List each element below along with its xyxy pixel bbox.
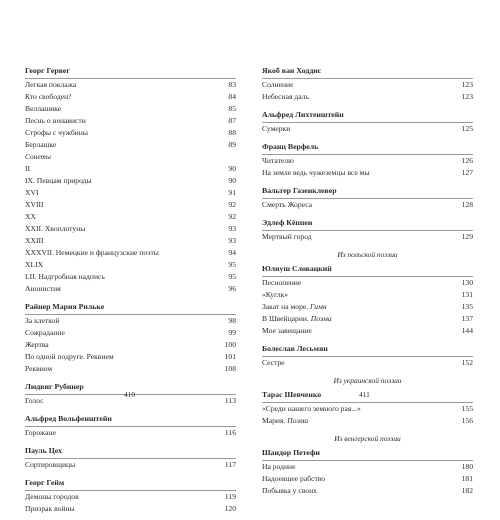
- author-name: Якоб ван Ходдис: [262, 66, 322, 75]
- author-name: Болеслав Лесьмян: [262, 344, 328, 353]
- toc-entry[interactable]: [25, 491, 236, 503]
- entry-title-text: Анонистия: [25, 284, 61, 293]
- entry-genre: Поэма: [287, 416, 309, 425]
- entry-title-text: Горожане: [25, 428, 56, 437]
- entry-title: [262, 79, 293, 91]
- toc-entry[interactable]: [262, 167, 473, 179]
- entry-title: [25, 339, 49, 351]
- entry-title-text: По одной подруге. Реквием: [25, 352, 114, 361]
- entry-title-text: Сортировщицы: [25, 460, 76, 469]
- toc-entry[interactable]: [262, 301, 473, 313]
- entry-title-text: На родине: [262, 462, 296, 471]
- entry-title-text: Смерть Жореса: [262, 200, 313, 209]
- toc-entry[interactable]: [25, 351, 236, 363]
- entry-title-text: «Куглк»: [262, 290, 289, 299]
- entry-title: [262, 277, 301, 289]
- toc-entry[interactable]: [25, 91, 236, 103]
- author-block: [25, 300, 236, 375]
- author-name: Франц Верфель: [262, 142, 319, 151]
- entry-page-number: 93: [228, 224, 236, 233]
- entry-title: [25, 327, 65, 339]
- entry-title-text: Песнопение: [262, 278, 302, 287]
- entry-page-number: 99: [228, 328, 236, 337]
- entry-page-number: 127: [461, 168, 473, 177]
- toc-entry[interactable]: [262, 123, 473, 135]
- author-block: [25, 64, 236, 295]
- entry-title: [262, 485, 317, 497]
- entry-title-text: Веллашике: [25, 104, 62, 113]
- author-name: Эдлеф Кёппен: [262, 218, 313, 227]
- entry-title-text: Мертвый город: [262, 232, 312, 241]
- entry-title-text: Песнь о ненависти: [25, 116, 86, 125]
- toc-entry[interactable]: [25, 339, 236, 351]
- entry-page-number: 88: [228, 128, 236, 137]
- toc-entry[interactable]: [262, 415, 473, 427]
- entry-page-number: 125: [461, 124, 473, 133]
- entry-page-number: 152: [461, 358, 473, 367]
- entry-title: [262, 199, 312, 211]
- toc-entry[interactable]: [262, 79, 473, 91]
- toc-entry[interactable]: [25, 79, 236, 91]
- toc-entry[interactable]: [262, 461, 473, 473]
- entry-title-text: Небесная даль: [262, 92, 309, 101]
- entry-page-number: 98: [228, 316, 236, 325]
- entry-title-text: Строфы с чужбины: [25, 128, 88, 137]
- toc-entry[interactable]: [25, 163, 236, 175]
- entry-page-number: 83: [228, 80, 236, 89]
- entry-title: [262, 473, 325, 485]
- toc-entry[interactable]: [25, 459, 236, 471]
- entry-title-text: В Швейцарии.: [262, 314, 311, 323]
- entry-title-text: Голос: [25, 396, 44, 405]
- toc-entry[interactable]: [25, 363, 236, 375]
- entry-page-number: 93: [228, 236, 236, 245]
- author-name: Тарас Шевченко: [262, 390, 322, 399]
- author-name: Альфред Вольфенштейн: [25, 414, 112, 423]
- toc-entry[interactable]: [25, 315, 236, 327]
- right-page-contents: [262, 64, 473, 502]
- entry-title-text: Демоны городов: [25, 492, 79, 501]
- toc-entry[interactable]: [25, 223, 236, 235]
- entry-title: [262, 231, 312, 243]
- entry-title-text: XXXVII. Немецкие и французские поэты: [25, 248, 159, 257]
- entry-title-text: LII. Надгробная надпись: [25, 272, 105, 281]
- entry-title-text: XXIII: [25, 236, 44, 245]
- entry-title: [25, 139, 56, 151]
- entry-page-number: 144: [461, 326, 473, 335]
- toc-entry[interactable]: [262, 231, 473, 243]
- author-name: Шандор Петефи: [262, 448, 320, 457]
- entry-title: [262, 123, 290, 135]
- entry-page-number: 129: [461, 232, 473, 241]
- toc-entry[interactable]: [25, 259, 236, 271]
- entry-page-number: 84: [228, 92, 236, 101]
- entry-title: [25, 395, 44, 407]
- entry-page-number: 101: [224, 352, 236, 361]
- entry-title-text: IX. Певцам природы: [25, 176, 92, 185]
- entry-page-number: 120: [224, 504, 236, 513]
- toc-entry[interactable]: [25, 271, 236, 283]
- author-block: [25, 476, 236, 515]
- entry-title-text: XVIII: [25, 200, 44, 209]
- entry-title-text: Жертва: [25, 340, 49, 349]
- author-name: Георг Гервег: [25, 66, 70, 75]
- entry-title-text: За клеткой: [25, 316, 60, 325]
- entry-page-number: 126: [461, 156, 473, 165]
- toc-entry[interactable]: [262, 473, 473, 485]
- entry-title: [25, 351, 114, 363]
- entry-title: [25, 459, 75, 471]
- author-block: [262, 262, 473, 337]
- entry-title: [25, 247, 159, 259]
- author-block: [25, 412, 236, 439]
- entry-page-number: 92: [228, 200, 236, 209]
- toc-entry[interactable]: [262, 403, 473, 415]
- entry-genre: Гимн: [310, 302, 327, 311]
- toc-entry[interactable]: [262, 325, 473, 337]
- entry-title-text: XLIX: [25, 260, 44, 269]
- entry-title: [25, 235, 44, 247]
- author-block: [262, 216, 473, 243]
- entry-title: [262, 301, 327, 313]
- left-page-contents: [25, 64, 236, 520]
- entry-page-number: 123: [461, 92, 473, 101]
- entry-page-number: 156: [461, 416, 473, 425]
- entry-page-number: 137: [461, 314, 473, 323]
- toc-entry[interactable]: [25, 187, 236, 199]
- entry-title-text: Закат на море.: [262, 302, 311, 311]
- author-block: [262, 64, 473, 103]
- author-name: Альфред Лихтенштейн: [262, 110, 344, 119]
- author-name: Вальтер Газенклевер: [262, 186, 337, 195]
- toc-entry[interactable]: [25, 235, 236, 247]
- entry-title-text: XXII. Хвоплотуны: [25, 224, 86, 233]
- entry-title-text: Кто свободен?: [25, 92, 72, 101]
- entry-title: [25, 79, 76, 91]
- entry-page-number: 130: [461, 278, 473, 287]
- entry-title-text: Читателю: [262, 156, 294, 165]
- entry-title: [25, 211, 36, 223]
- toc-entry[interactable]: [25, 283, 236, 295]
- entry-title-text: II: [25, 164, 31, 173]
- entry-title-text: Мое завещание: [262, 326, 312, 335]
- entry-page-number: 180: [461, 462, 473, 471]
- toc-entry[interactable]: [262, 289, 473, 301]
- entry-page-number: 92: [228, 212, 236, 221]
- entry-title: [262, 289, 288, 301]
- entry-genre: Поэма: [310, 314, 332, 323]
- author-block: [262, 108, 473, 135]
- entry-title: [25, 271, 105, 283]
- entry-page-number: 117: [224, 460, 236, 469]
- toc-entry[interactable]: [25, 103, 236, 115]
- entry-title: [262, 415, 308, 427]
- toc-entry[interactable]: [25, 175, 236, 187]
- entry-title: [25, 503, 75, 515]
- entry-page-number: 87: [228, 116, 236, 125]
- entry-page-number: 90: [228, 176, 236, 185]
- entry-title: [262, 91, 309, 103]
- entry-title-text: XX: [25, 212, 36, 221]
- entry-title: [262, 325, 312, 337]
- toc-entry[interactable]: [25, 139, 236, 151]
- entry-title: [262, 167, 370, 179]
- entry-title: [262, 461, 296, 473]
- entry-page-number: 182: [461, 486, 473, 495]
- entry-title-text: Сестре: [262, 358, 285, 367]
- entry-title: [262, 313, 332, 325]
- author-block: [262, 446, 473, 497]
- toc-entry[interactable]: [262, 277, 473, 289]
- entry-page-number: 95: [228, 272, 236, 281]
- entry-title-text: Легкая поклажа: [25, 80, 77, 89]
- toc-entry[interactable]: [25, 199, 236, 211]
- page-number-left: 410: [124, 390, 136, 399]
- entry-title-text: «Среди нашего земного рая...»: [262, 404, 361, 413]
- entry-page-number: 91: [228, 188, 236, 197]
- author-block: [262, 140, 473, 179]
- entry-title: [262, 357, 285, 369]
- entry-title-text: Мария.: [262, 416, 288, 425]
- toc-entry[interactable]: [262, 313, 473, 325]
- author-block: [25, 444, 236, 471]
- entry-title-text: Сожрадание: [25, 328, 65, 337]
- entry-page-number: 95: [228, 260, 236, 269]
- entry-page-number: 108: [224, 364, 236, 373]
- entry-title: [25, 127, 88, 139]
- entry-title: [25, 491, 79, 503]
- entry-title: [25, 103, 61, 115]
- entry-title-text: Надоевшее рабство: [262, 474, 326, 483]
- entry-page-number: 181: [461, 474, 473, 483]
- entry-title-text: На земле ведь чужеземцы все мы: [262, 168, 370, 177]
- toc-entry[interactable]: [25, 247, 236, 259]
- entry-page-number: 85: [228, 104, 236, 113]
- entry-page-number: 131: [461, 290, 473, 299]
- author-block: [262, 184, 473, 211]
- entry-page-number: 119: [224, 492, 236, 501]
- toc-entry[interactable]: [262, 199, 473, 211]
- toc-entry[interactable]: [25, 327, 236, 339]
- entry-title: [262, 403, 361, 415]
- entry-page-number: 90: [228, 164, 236, 173]
- entry-title-text: Призрак войны: [25, 504, 75, 513]
- entry-page-number: 89: [228, 140, 236, 149]
- entry-title: [25, 315, 59, 327]
- section-heading: Из украинской поэзии: [333, 376, 402, 385]
- author-name: Людвиг Рубинер: [25, 382, 84, 391]
- entry-page-number: 113: [224, 396, 236, 405]
- entry-page-number: 123: [461, 80, 473, 89]
- entry-title-text: Солнение: [262, 80, 294, 89]
- toc-entry[interactable]: [262, 155, 473, 167]
- section-heading: Из польской поэзии: [337, 250, 398, 259]
- entry-title-text: XVI: [25, 188, 39, 197]
- entry-page-number: 96: [228, 284, 236, 293]
- toc-entry[interactable]: [25, 503, 236, 515]
- author-name: Райнер Мария Рильке: [25, 302, 105, 311]
- entry-title: [25, 427, 56, 439]
- author-name: Юлиуш Словацкий: [262, 264, 332, 273]
- entry-title: [25, 91, 72, 103]
- page-number-right: 411: [359, 390, 370, 399]
- entry-title-text: Сумерки: [262, 124, 291, 133]
- entry-page-number: 100: [224, 340, 236, 349]
- toc-entry[interactable]: [262, 485, 473, 497]
- toc-entry[interactable]: [25, 427, 236, 439]
- entry-title: [25, 199, 44, 211]
- toc-entry[interactable]: [262, 91, 473, 103]
- entry-title-text: Реквием: [25, 364, 53, 373]
- entry-title: [25, 223, 85, 235]
- author-name: Георг Гейм: [25, 478, 65, 487]
- entry-title: [25, 259, 43, 271]
- entry-title: [25, 115, 86, 127]
- entry-title: [25, 363, 52, 375]
- entry-title-text: Побывка у своих: [262, 486, 317, 495]
- entry-page-number: 94: [228, 248, 236, 257]
- entry-title: [25, 187, 39, 199]
- toc-entry[interactable]: [262, 357, 473, 369]
- author-name: Пауль Цех: [25, 446, 62, 455]
- toc-entry[interactable]: [25, 211, 236, 223]
- entry-title: [262, 155, 294, 167]
- subsection-label: Сонеты: [25, 152, 51, 161]
- entry-page-number: 155: [461, 404, 473, 413]
- entry-page-number: 116: [224, 428, 236, 437]
- entry-page-number: 128: [461, 200, 473, 209]
- entry-title: [25, 175, 92, 187]
- author-block: [262, 342, 473, 369]
- entry-title: [25, 163, 30, 175]
- section-heading: Из венгерской поэзии: [334, 434, 401, 443]
- toc-entry[interactable]: [25, 127, 236, 139]
- entry-title: [25, 283, 61, 295]
- toc-entry[interactable]: [25, 115, 236, 127]
- entry-page-number: 135: [461, 302, 473, 311]
- entry-title-text: Берлашке: [25, 140, 57, 149]
